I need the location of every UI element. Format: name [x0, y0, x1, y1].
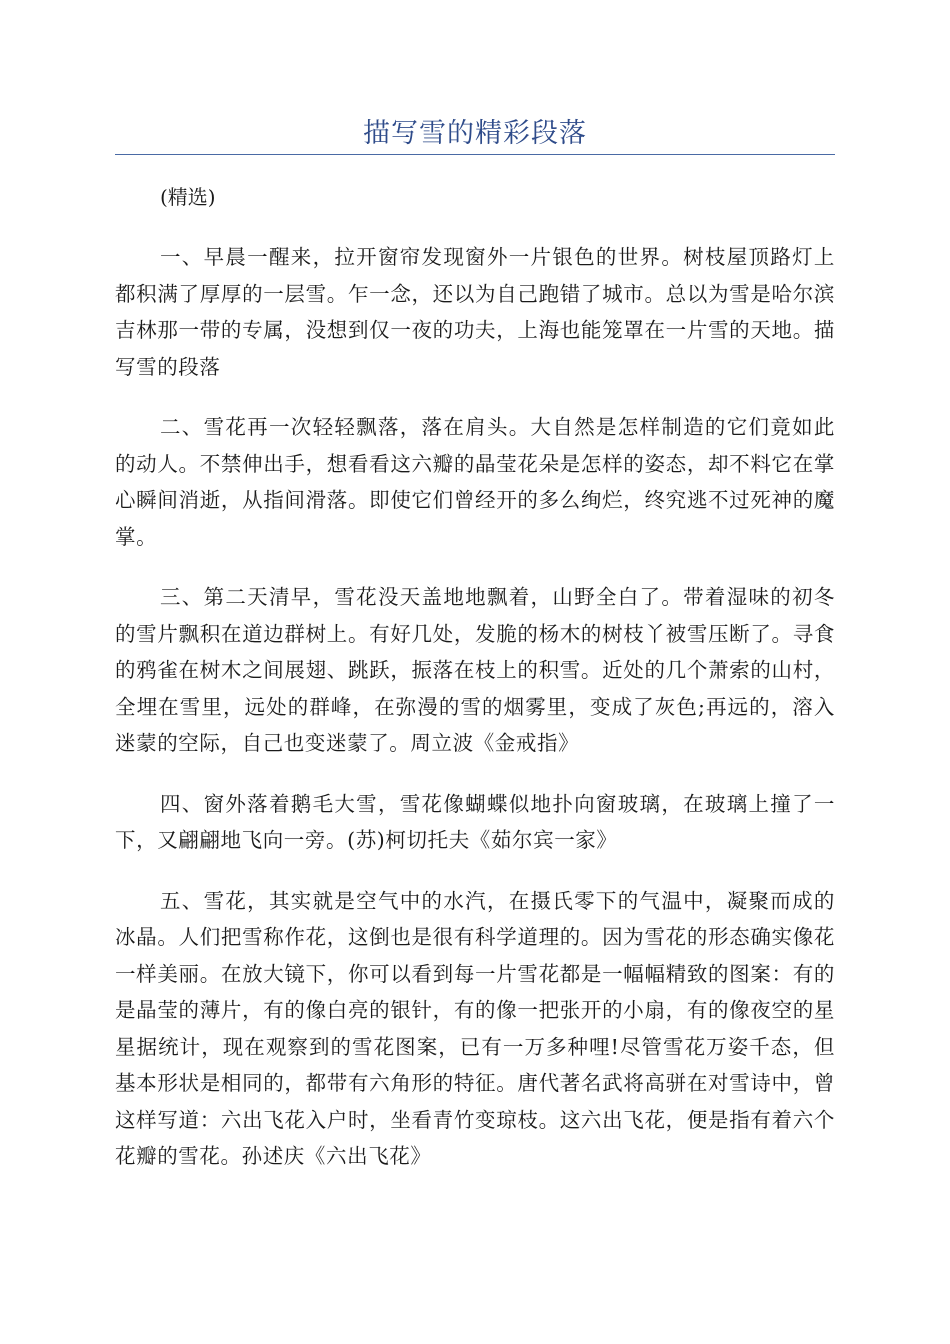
title-underline: [115, 154, 835, 155]
paragraph-2: 二、雪花再一次轻轻飘落，落在肩头。大自然是怎样制造的它们竟如此的动人。不禁伸出手，想看看这六瓣的晶莹花朵是怎样的姿态，却不料它在掌心瞬间消逝，从指间滑落。即使它们曾经开的多么绚烂，终究逃不过死神的魔掌。: [115, 415, 835, 549]
document-title: 描写雪的精彩段落: [363, 118, 587, 149]
paragraph-4: 四、窗外落着鹅毛大雪，雪花像蝴蝶似地扑向窗玻璃，在玻璃上撞了一下，又翩翩地飞向一旁。(苏)柯切托夫《茹尔宾一家》: [115, 791, 835, 852]
document-subtitle: (精选): [160, 185, 216, 209]
paragraph-5: 五、雪花，其实就是空气中的水汽，在摄氏零下的气温中，凝聚而成的冰晶。人们把雪称作花，这倒也是很有科学道理的。因为雪花的形态确实像花一样美丽。在放大镜下，你可以看到每一片雪花都是一幅幅精致的图案：有的是晶莹的薄片，有的像白亮的银针，有的像一把张开的小扇，有的像夜空的星星据统计，现在观察到的雪花图案，已有一万多种哩!尽管雪花万姿千态，但基本形状是相同的，都带有六角形的特征。唐代著名武将高骈在对雪诗中，曾这样写道：六出飞花入户时，坐看青竹变琼枝。这六出飞花，便是指有着六个花瓣的雪花。孙述庆《六出飞花》: [115, 888, 835, 1168]
document-page: [115, 0, 835, 1175]
paragraph-3: 三、第二天清早，雪花没天盖地地飘着，山野全白了。带着湿味的初冬的雪片飘积在道边群树上。有好几处，发脆的杨木的树枝丫被雪压断了。寻食的鸦雀在树木之间展翅、跳跃，振落在枝上的积雪。近处的几个萧索的山村，全埋在雪里，远处的群峰，在弥漫的雪的烟雾里，变成了灰色;再远的，溶入迷蒙的空际，自己也变迷蒙了。周立波《金戒指》: [115, 585, 835, 755]
paragraph-1: 一、早晨一醒来，拉开窗帘发现窗外一片银色的世界。树枝屋顶路灯上都积满了厚厚的一层雪。乍一念，还以为自己跑错了城市。总以为雪是哈尔滨吉林那一带的专属，没想到仅一夜的功夫，上海也能笼罩在一片雪的天地。描写雪的段落: [115, 245, 835, 379]
